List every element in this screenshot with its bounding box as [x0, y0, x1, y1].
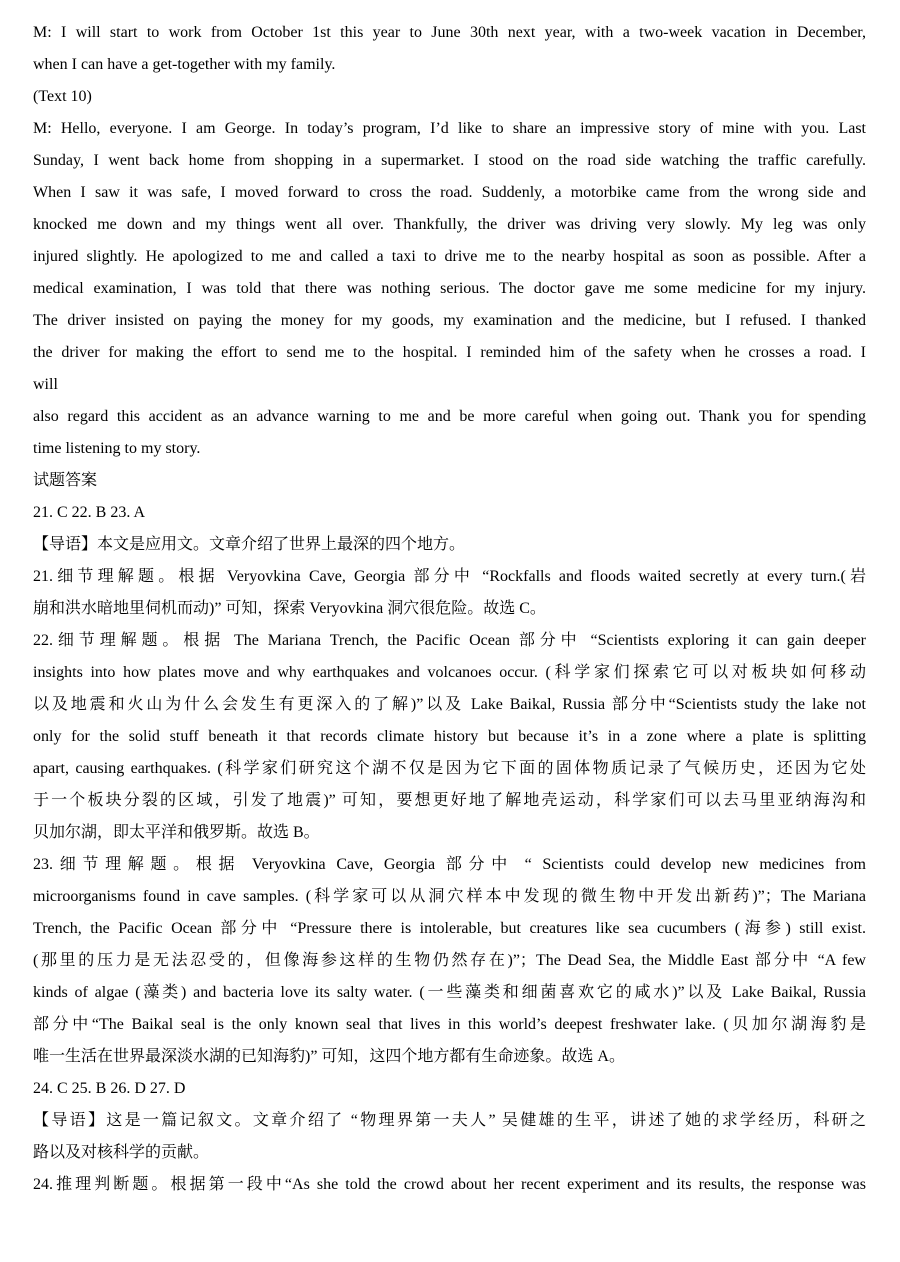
- text-line: kinds of algae (藻类) and bacteria love its salty water. (一些藻类和细菌喜欢它的咸水)”以及 Lake Baikal, Russia: [33, 984, 866, 1001]
- text-line: (Text 10): [33, 88, 92, 105]
- text-line: only for the solid stuff beneath it that records climate history but because it’s in a zone where a plate is splitting: [33, 728, 866, 745]
- text-line: When I saw it was safe, I moved forward to cross the road. Suddenly, a motorbike came from the wrong side and: [33, 184, 866, 201]
- text-line: M: I will start to work from October 1st this year to June 30th next year, with a two-week vacation in December,: [33, 24, 866, 41]
- text-line: 路以及对核科学的贡献。: [33, 1144, 210, 1161]
- text-line: apart, causing earthquakes. (科学家们研究这个湖不仅是因为它下面的固体物质记录了气候历史，还因为它处: [33, 760, 866, 777]
- text-line: 22.细节理解题。根据 The Mariana Trench, the Pacific Ocean 部分中 “Scientists exploring it can gain deeper: [33, 632, 866, 649]
- text-line: will: [33, 376, 58, 393]
- text-line: Sunday, I went back home from shopping in a supermarket. I stood on the road side watching the traffic carefully.: [33, 152, 866, 169]
- text-line: 【导语】本文是应用文。文章介绍了世界上最深的四个地方。: [33, 536, 466, 553]
- text-line: 【导语】这是一篇记叙文。文章介绍了 “物理界第一夫人” 吴健雄的生平，讲述了她的求学经历，科研之: [33, 1112, 866, 1129]
- text-line: time listening to my story.: [33, 440, 201, 457]
- text-line: 24. C 25. B 26. D 27. D: [33, 1080, 186, 1097]
- text-line: M: Hello, everyone. I am George. In today’s program, I’d like to share an impressive story of mine with you. Last: [33, 120, 866, 137]
- text-line: when I can have a get-together with my family.: [33, 56, 336, 73]
- text-line: knocked me down and my things went all over. Thankfully, the driver was driving very slowly. My leg was only: [33, 216, 866, 233]
- text-line: Trench, the Pacific Ocean 部分中 “Pressure there is intolerable, but creatures like sea cucumbers (海参) still exist.: [33, 920, 866, 937]
- document-page: [33, 17, 866, 1201]
- text-line: medical examination, I was told that there was nothing serious. The doctor gave me some medicine for my injury.: [33, 280, 866, 297]
- text-line: insights into how plates move and why earthquakes and volcanoes occur. (科学家们探索它可以对板块如何移动: [33, 664, 866, 681]
- text-line: 部分中“The Baikal seal is the only known seal that lives in this world’s deepest freshwater lake. (贝加尔湖海豹是: [33, 1016, 866, 1033]
- text-line: microorganisms found in cave samples. (科学家可以从洞穴样本中发现的微生物中开发出新药)”；The Mariana: [33, 888, 866, 905]
- text-line: 23.细节理解题。根据 Veryovkina Cave, Georgia 部分中 “ Scientists could develop new medicines from: [33, 856, 866, 873]
- text-line: 以及地震和火山为什么会发生有更深入的了解)”以及 Lake Baikal, Russia 部分中“Scientists study the lake not: [33, 696, 866, 713]
- text-line: 24.推理判断题。根据第一段中“As she told the crowd about her recent experiment and its results, the response was: [33, 1176, 866, 1193]
- text-line: 贝加尔湖，即太平洋和俄罗斯。故选 B。: [33, 824, 320, 841]
- text-line: 唯一生活在世界最深淡水湖的已知海豹)” 可知，这四个地方都有生命迹象。故选 A。: [33, 1048, 625, 1065]
- text-line: 于一个板块分裂的区域，引发了地震)” 可知，要想更好地了解地壳运动，科学家们可以去马里亚纳海沟和: [33, 792, 866, 809]
- text-line: The driver insisted on paying the money for my goods, my examination and the medicine, but I refused. I thanked: [33, 312, 866, 329]
- text-line: 21. C 22. B 23. A: [33, 504, 146, 521]
- text-line: 崩和洪水暗地里伺机而动)” 可知，探索 Veryovkina 洞穴很危险。故选 C。: [33, 600, 546, 617]
- text-line: (那里的压力是无法忍受的，但像海参这样的生物仍然存在)”；The Dead Sea, the Middle East 部分中 “A few: [33, 952, 866, 969]
- text-line: 21.细节理解题。根据 Veryovkina Cave, Georgia 部分中 “Rockfalls and floods waited secretly at every turn.(岩: [33, 568, 866, 585]
- text-line: the driver for making the effort to send me to the hospital. I reminded him of the safety when he crosses a road. I: [33, 344, 866, 361]
- text-line: injured slightly. He apologized to me and called a taxi to drive me to the nearby hospital as soon as possible. After a: [33, 248, 866, 265]
- text-line: also regard this accident as an advance warning to me and be more careful when going out. Thank you for spending: [33, 408, 866, 425]
- text-line: 试题答案: [33, 472, 98, 489]
